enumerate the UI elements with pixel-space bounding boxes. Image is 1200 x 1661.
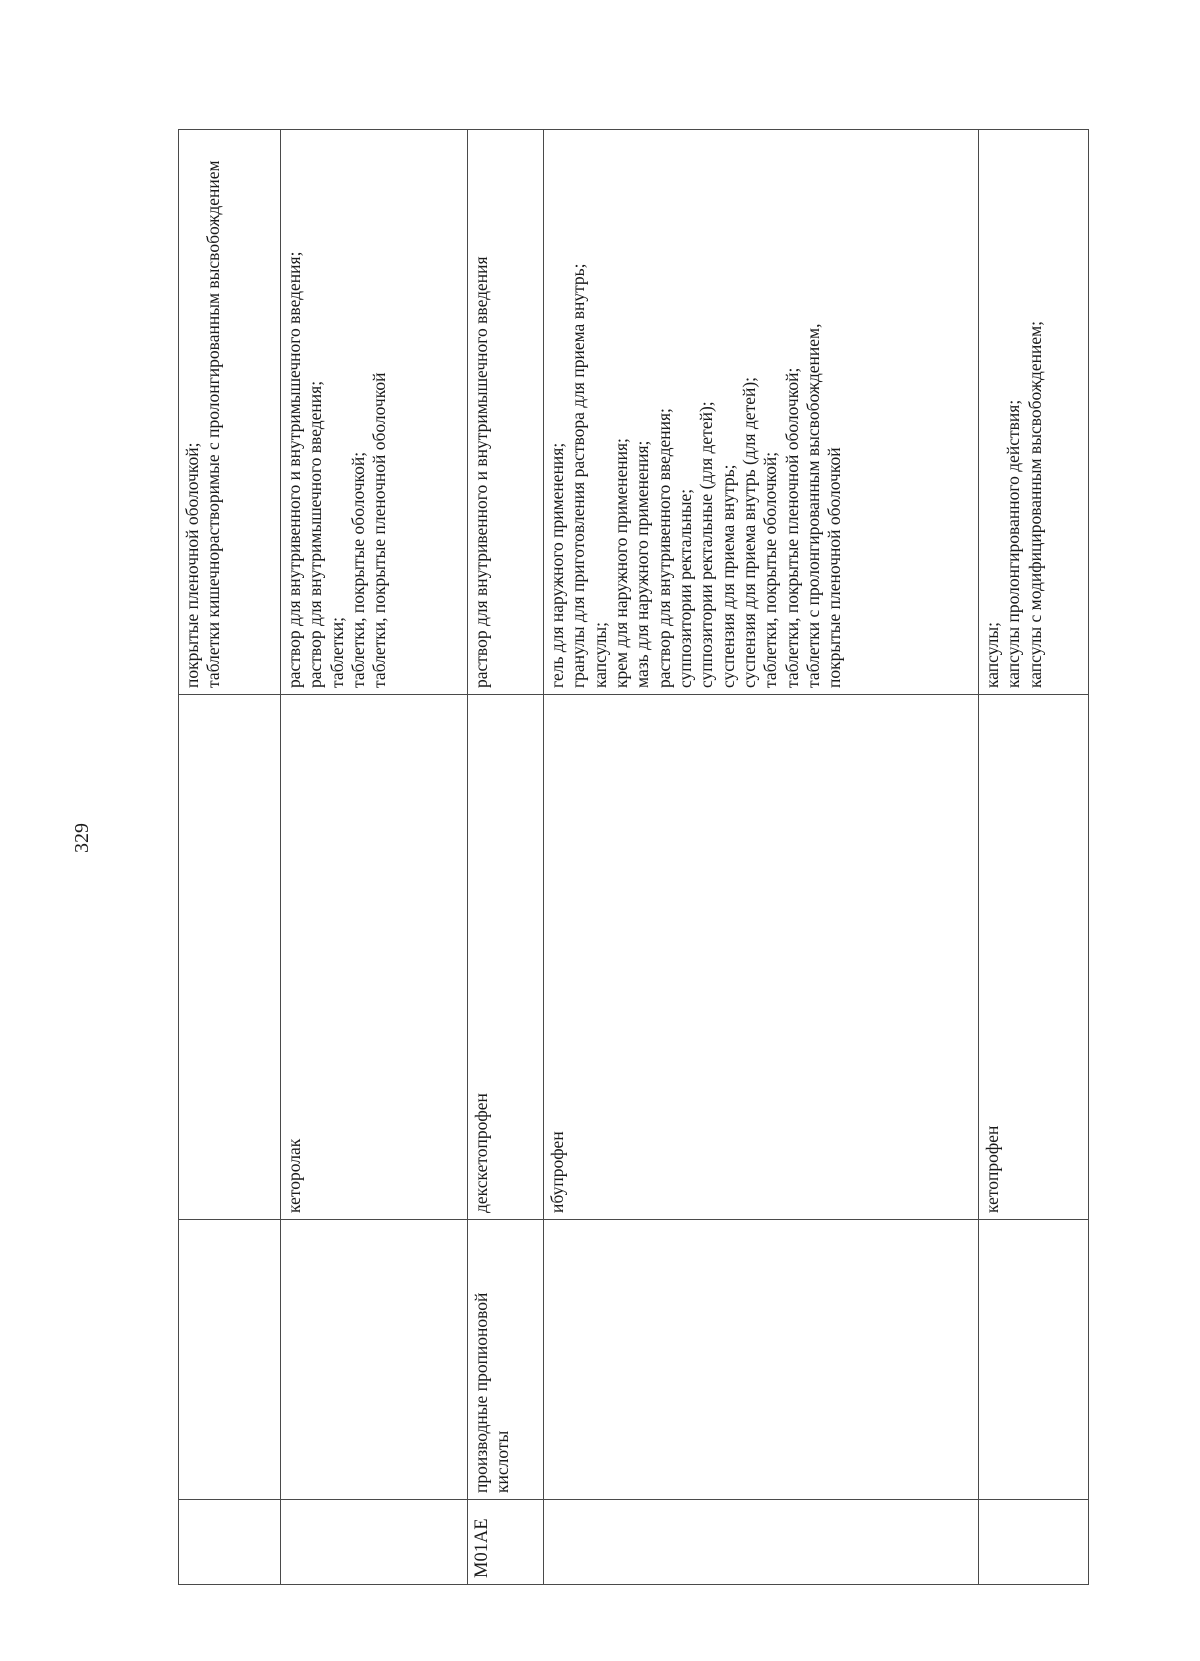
dosage-form: суппозитории ректальные; bbox=[675, 488, 696, 688]
dosage-forms-cell bbox=[468, 130, 544, 695]
atc-code-cell bbox=[179, 1500, 281, 1585]
drug-name-cell bbox=[179, 695, 281, 1220]
dosage-form: таблетки; bbox=[326, 617, 347, 688]
dosage-forms-cell bbox=[281, 130, 468, 695]
dosage-form: покрытые пленочной оболочкой; bbox=[182, 442, 202, 688]
dosage-form: покрытые пленочной оболочкой bbox=[824, 447, 845, 688]
table-row bbox=[468, 130, 544, 1585]
dosage-forms-cell bbox=[979, 130, 1089, 695]
rotated-page-content bbox=[178, 130, 1088, 1585]
dosage-form: таблетки с пролонгированным высвобождением, bbox=[803, 323, 824, 688]
dosage-form: капсулы; bbox=[589, 621, 610, 688]
drug-table bbox=[178, 129, 1089, 1585]
dosage-form: гранулы для приготовления раствора для приема внутрь; bbox=[568, 263, 589, 688]
dosage-forms-cell bbox=[544, 130, 979, 695]
drug-name-cell: ибупрофен bbox=[544, 695, 979, 1220]
group-cell bbox=[544, 1220, 979, 1500]
dosage-form: суспензия для приема внутрь (для детей); bbox=[739, 376, 760, 688]
dosage-form: таблетки, покрытые пленочной оболочкой bbox=[369, 372, 390, 688]
dosage-form: капсулы пролонгированного действия; bbox=[1003, 399, 1024, 688]
dosage-form: таблетки кишечнорастворимые с пролонгированным высвобождением bbox=[203, 160, 224, 688]
table-row bbox=[281, 130, 468, 1585]
dosage-form: таблетки, покрытые пленочной оболочкой; bbox=[781, 367, 802, 688]
dosage-form: крем для наружного применения; bbox=[611, 438, 632, 688]
dosage-form: раствор для внутримышечного введения; bbox=[305, 380, 326, 688]
drug-name-cell: кеторолак bbox=[281, 695, 468, 1220]
dosage-form: таблетки, покрытые оболочкой; bbox=[760, 451, 781, 688]
dosage-form: раствор для внутривенного введения; bbox=[653, 408, 674, 688]
drug-name-cell: декскетопрофен bbox=[468, 695, 544, 1220]
dosage-forms-cell bbox=[179, 130, 281, 695]
table-row bbox=[544, 130, 979, 1585]
atc-code-cell bbox=[979, 1500, 1089, 1585]
dosage-form: гель для наружного применения; bbox=[547, 442, 567, 688]
atc-code-cell: M01AE bbox=[468, 1500, 544, 1585]
group-cell bbox=[281, 1220, 468, 1500]
table-row bbox=[979, 130, 1089, 1585]
dosage-form: суспензия для приема внутрь; bbox=[717, 464, 738, 688]
atc-code-cell bbox=[281, 1500, 468, 1585]
page-number: 329 bbox=[71, 823, 93, 853]
group-cell bbox=[979, 1220, 1089, 1500]
drug-name-cell: кетопрофен bbox=[979, 695, 1089, 1220]
group-cell bbox=[179, 1220, 281, 1500]
dosage-form: раствор для внутривенного и внутримышечного введения; bbox=[284, 251, 304, 688]
dosage-form: таблетки, покрытые оболочкой; bbox=[348, 451, 369, 688]
table-row bbox=[179, 130, 281, 1585]
dosage-form: мазь для наружного применения; bbox=[632, 440, 653, 688]
dosage-form: капсулы с модифицированным высвобождением; bbox=[1024, 320, 1045, 688]
dosage-form: капсулы; bbox=[982, 621, 1002, 688]
group-cell: производные пропионовой кислоты bbox=[468, 1220, 544, 1500]
dosage-form: суппозитории ректальные (для детей); bbox=[696, 401, 717, 688]
dosage-form: раствор для внутривенного и внутримышечного введения bbox=[471, 256, 491, 688]
atc-code-cell bbox=[544, 1500, 979, 1585]
